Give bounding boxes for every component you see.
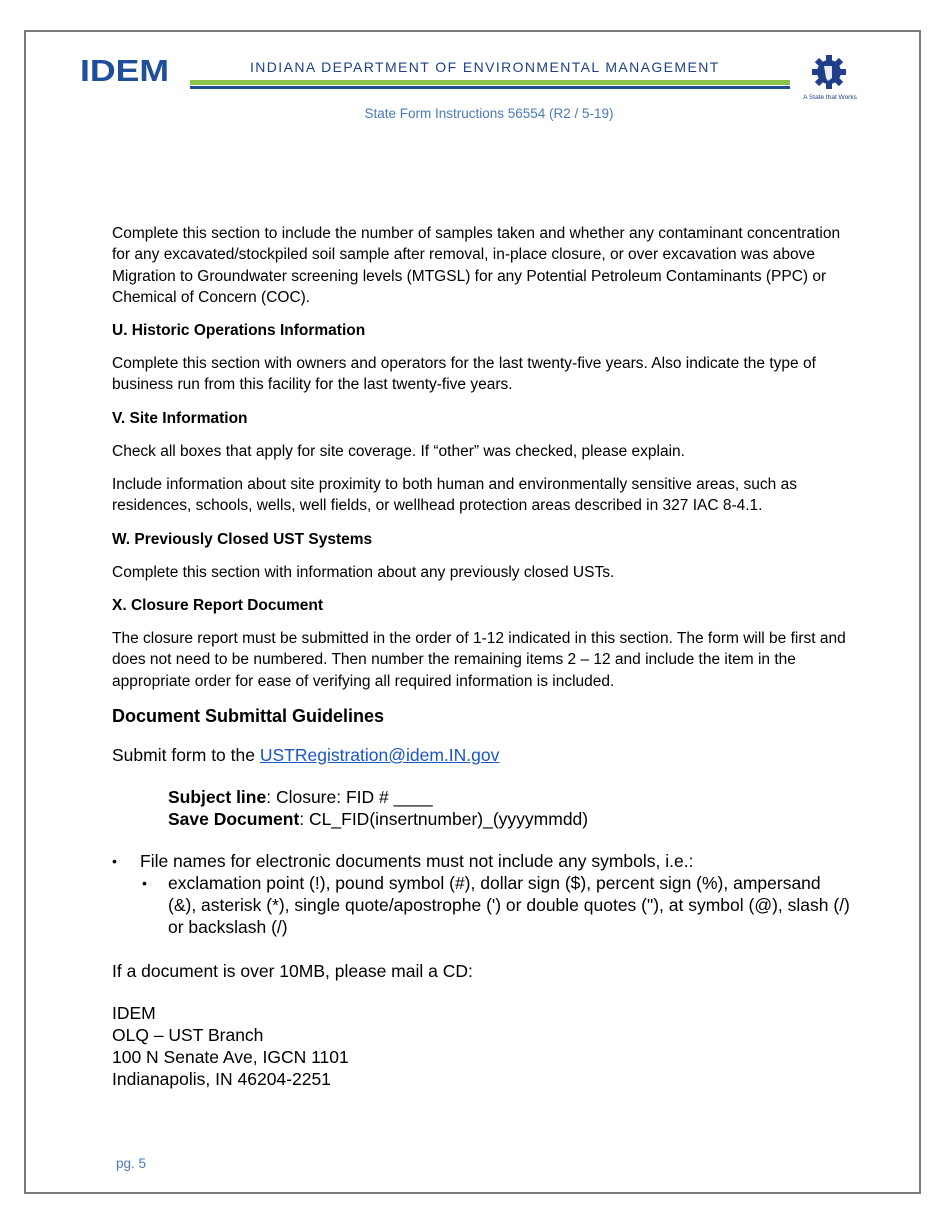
section-u-text: Complete this section with owners and operators for the last twenty-five years. Also indicate the type of business run from this facility for the last twenty-five years. <box>112 355 816 394</box>
section-v-text-1: Check all boxes that apply for site coverage. If “other” was checked, please explain. <box>112 442 685 460</box>
email-link[interactable]: USTRegistration@idem.IN.gov <box>259 744 500 765</box>
bullet-main-text: File names for electronic documents must not include any symbols, i.e.: <box>140 850 694 871</box>
mail-note: If a document is over 10MB, please mail a CD: <box>112 960 473 981</box>
guidelines-heading: Document Submittal Guidelines <box>112 705 385 726</box>
list-item <box>112 850 852 938</box>
list-item: • exclamation point (!), pound symbol (#), dollar sign ($), percent sign (%), ampersand (&), asterisk (*), single quote/apostrophe (') or double quotes ("), at symbol (@), slash (/) or backslash (/) <box>168 872 852 938</box>
address-line-3: 100 N Senate Ave, IGCN 1101 <box>112 1046 349 1067</box>
submit-line <box>112 744 852 766</box>
address-line-1: IDEM <box>112 1002 156 1023</box>
state-seal-icon <box>802 54 858 102</box>
file-name-rules <box>112 850 852 938</box>
save-document-value: : CL_FID(insertnumber)_(yyyymmdd) <box>299 808 589 829</box>
department-name: INDIANA DEPARTMENT OF ENVIRONMENTAL MANAGEMENT <box>250 59 720 75</box>
intro-paragraph: Complete this section to include the number of samples taken and whether any contaminant concentration for any excavated/stockpiled soil sample after removal, in-place closure, or over excavation was above Migration to Groundwater screening levels (MTGSL) for any Potential Petroleum Contaminants (PPC) or Chemical of Concern (COC). <box>112 225 841 306</box>
submit-prefix: Submit form to the <box>112 744 260 765</box>
section-v-heading: V. Site Information <box>112 409 248 427</box>
form-identifier: State Form Instructions 56554 (R2 / 5-19) <box>364 106 614 121</box>
header-rule-green <box>190 80 790 85</box>
idem-logo: IDEM <box>80 53 170 88</box>
mailing-address <box>112 1002 852 1090</box>
subject-line-value: : Closure: FID # ____ <box>266 786 433 807</box>
address-line-2: OLQ – UST Branch <box>112 1024 264 1045</box>
section-x-text: The closure report must be submitted in the order of 1-12 indicated in this section. The form will be first and does not need to be numbered. Then number the remaining items 2 – 12 and include the item in the appropriate order for ease of verifying all required information is included. <box>112 629 846 690</box>
document-body <box>112 223 852 1090</box>
seal-caption: A State that Works <box>803 94 857 101</box>
section-x-heading: X. Closure Report Document <box>112 596 323 614</box>
symbol-rules <box>140 872 852 938</box>
section-w-heading: W. Previously Closed UST Systems <box>112 530 373 548</box>
header-rule-blue <box>190 86 790 89</box>
page-number: pg. 5 <box>116 1156 147 1171</box>
address-line-4: Indianapolis, IN 46204-2251 <box>112 1068 331 1089</box>
save-document-label: Save Document <box>168 808 300 829</box>
section-u-heading: U. Historic Operations Information <box>112 322 366 340</box>
subject-line-label: Subject line <box>168 786 267 807</box>
section-w-text: Complete this section with information about any previously closed USTs. <box>112 563 615 581</box>
section-v-text-2: Include information about site proximity to both human and environmentally sensitive areas, such as residences, schools, wells, well fields, or wellhead protection areas described in 327 IAC 8-4.1. <box>112 476 797 515</box>
naming-instructions <box>168 786 852 830</box>
